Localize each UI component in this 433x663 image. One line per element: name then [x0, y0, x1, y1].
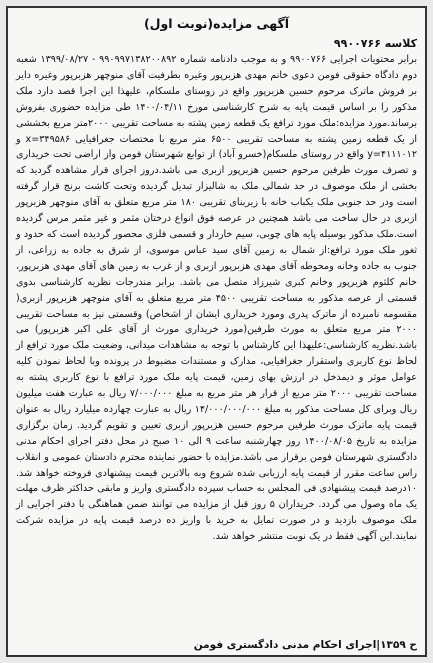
notice-title: آگهی مزایده(نوبت اول): [143, 16, 290, 31]
notice-body-text: برابر محتویات اجرایی ۹۹۰۰۷۶۶ و به موجب دادنامه شماره ۹۹۰۹۹۷۱۳۸۲۰۰۸۹۲ - ۱۳۹۹/۰۸/۲۷ شعبه دوم دادگاه حقوقی فومن دعوی خانم مهدی هزبرپور وغیره بطرفیت آقای منوچهر هزبرپور وغیره دایر بر فروش ماترک مرحوم حسین هزبرپور واقع در روستای ملسکام، علیهذا این اجرا قصد دارد ملک مذکور را بر اساس قیمت پایه به شرح کارشناسی مورخ ۱۴۰۰/۰۴/۱۱ طی مزایده حضوری بفروش برساند.مورد مزایده:ملک مورد ترافع یک قطعه زمین پشته به مساحت تقریبی ۲۰۰۰متر مربع بخششی از یک قطعه زمین پشته به مساحت تقریبی ۶۵۰۰ متر مربع با مختصات جغرافیایی x=۳۴۹۵۸۶ و y=۴۱۱۱۰۱۲ واقع در روستای ملسکام(خسرو آباد) از توابع شهرستان فومن واز اراضی تحت خریداری و تصرف مورث طرفین مرحوم حسین هزبرپور ازبری می باشد.دروز اجرای قرار مشاهده گردید که بخشی از ملک موصوف در حد شمالی ملک به شالیزار تبدیل گردیده وتحت کاشت برنج قرار گرفته است ودر حد جنوبی ملک یکباب خانه با زیربنای تقریبی ۱۸۰ متر مربع متعلق به آقای منوچهر هزبرپور ازبری در حال ساخت می باشد همچنین در عرصه فوق انواع درختان مثمر و غیر مثمر مرس گردیده است.ملک مذکور بوسیله پایه های چوبی، سیم خاردار و قسمی فلزی محصور گردیده است که حدود و ثغور ملک مورد ترافع:از شمال به زمین آقای سید عباس موسوی، از شرق به جاده به زراعی، از جنوب به جاده وخانه ومحوطه آقای مهدی هزبرپور ازبری و از غرب به زمین های آقای مهدی هزبرپور، خانم کلثوم هزبرپور وخانم کبری شیرزاد متصل می باشد. برابر مندرجات نظریه کارشناسی بدوی قسمتی از عرصه مذکور به مساحت تقریبی ۴۵۰۰ متر مربع متعلق به آقای منوچهر هزبرپور ازبری( مقسومه نامبرده از ماترک پدری ومورد خریداری ایشان از اشخاص) وقسمتی نیز به مساحت تقریبی ۲۰۰۰ متر مربع متعلق به مورث طرفین(مورد خریداری مورث از آقای علی اکبر هزبرپور) می باشد.نظریه کارشناسی:علیهذا این کارشناس با توجه به مشاهدات میدانی، وضعیت ملک مورد ترافع از لحاظ نوع کاربری واستقرار جغرافیایی، مدارک و مستندات مضبوط در پرونده وبا لحاظ نمودن کلیه عوامل موثر و دیمدخل در ارزش بهای زمین، قیمت پایه ملک مورد ترافع با نوع کاربری پشته به مساحت تقریبی ۲۰۰۰ متر مربع از قرار هر متر مربع به مبلغ ۷/۰۰۰/۰۰۰ ریال به عبارت هفت میلیون ریال وبرای کل مساحت مذکور به مبلغ ۱۴/۰۰۰/۰۰۰/۰۰۰ ریال به عبارت چهارده میلیارد ریال به عنوان قیمت پایه ماترک مورث طرفین مرحوم حسین هزبرپور ازبری تعیین و تقویم گردید. زمان برگزاری مزایده به تاریخ ۱۴۰۰/۰۸/۰۵ روز چهارشنبه ساعت ۹ الی ۱۰ صبح در محل دفتر اجرای احکام مدنی دادگستری شهرستان فومن برقرار می باشد.مزایده با حضور نماینده محترم دادستان عمومی و انقلاب راس ساعت مقرر از قیمت پایه ارزیابی شده شروع وبه بالاترین قیمت پیشنهادی فروخته خواهد شد. ۱۰درصد قیمت پیشنهادی فی المجلس به حساب سپرده دادگستری واریز و مابقی حداکثر ظرف مهلت یک ماه وصول می گردد. خریداران ۵ روز قبل از مزایده می توانند ضمن هماهنگی با دفتر اجرایی از ملک موصوف بازدید و در صورت تمایل به خرید با واریز ده درصد قیمت پایه در مزایده شرکت نمایند.این آگهی فقط در یک نوبت منتشر خواهد شد.: [16, 54, 418, 543]
notice-footer: ح ۱۳۵۹|اجرای احکام مدنی دادگستری فومن: [193, 639, 417, 651]
case-number: کلاسه ۹۹۰۰۷۶۶: [333, 37, 417, 50]
auction-notice: [6, 6, 427, 657]
